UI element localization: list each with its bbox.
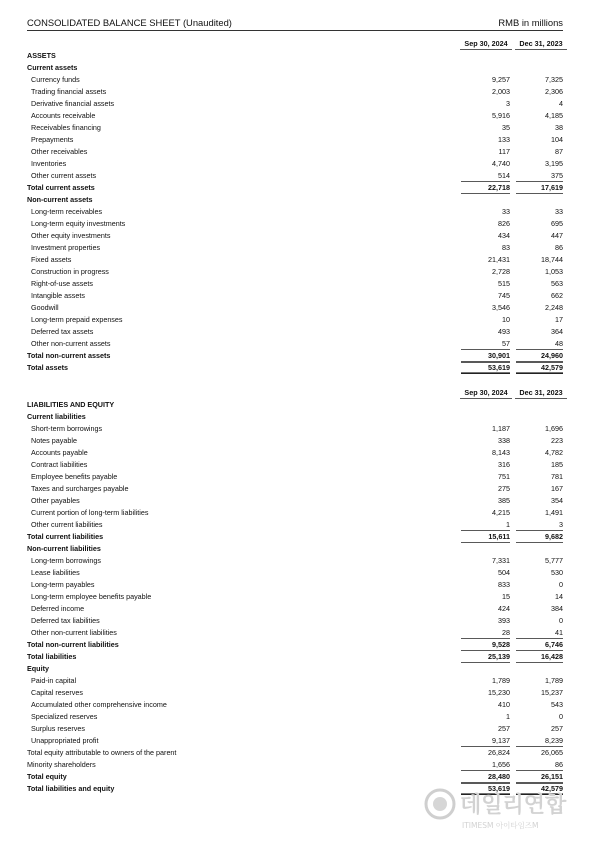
value-sep-2024: 30,901 (461, 350, 510, 362)
line-item-row (27, 158, 566, 170)
watermark-logo (420, 784, 590, 834)
total-row (27, 651, 566, 663)
value-dec-2023: 6,746 (516, 639, 563, 651)
value-dec-2023: 26,065 (541, 748, 563, 757)
row-label: Long-term borrowings (31, 556, 101, 565)
row-label: ASSETS (27, 51, 56, 60)
value-dec-2023: 0 (559, 616, 563, 625)
line-item-row (27, 687, 566, 699)
value-sep-2024: 393 (498, 616, 510, 625)
value-sep-2024: 257 (498, 724, 510, 733)
column-header-sep-2024: Sep 30, 2024 (460, 38, 512, 50)
line-item-row (27, 86, 566, 98)
line-item-row (27, 507, 566, 519)
value-sep-2024: 15,230 (488, 688, 510, 697)
value-dec-2023: 3 (516, 519, 563, 531)
value-sep-2024: 57 (461, 338, 510, 350)
line-item-row (27, 242, 566, 254)
value-sep-2024: 83 (502, 243, 510, 252)
value-dec-2023: 4,782 (545, 448, 563, 457)
value-dec-2023: 185 (551, 460, 563, 469)
value-sep-2024: 833 (498, 580, 510, 589)
value-sep-2024: 28 (461, 627, 510, 639)
row-label: Total assets (27, 363, 69, 372)
row-label: Long-term payables (31, 580, 95, 589)
value-dec-2023: 42,579 (516, 362, 563, 374)
value-dec-2023: 781 (551, 472, 563, 481)
value-sep-2024: 316 (498, 460, 510, 469)
row-label: Specialized reserves (31, 712, 98, 721)
value-sep-2024: 133 (498, 135, 510, 144)
line-item-row (27, 627, 566, 639)
value-dec-2023: 18,744 (541, 255, 563, 264)
line-item-row (27, 567, 566, 579)
value-sep-2024: 4,740 (492, 159, 510, 168)
value-dec-2023: 5,777 (545, 556, 563, 565)
value-sep-2024: 1 (506, 712, 510, 721)
value-sep-2024: 3,546 (492, 303, 510, 312)
value-sep-2024: 15,611 (461, 531, 510, 543)
row-label: Deferred tax liabilities (31, 616, 100, 625)
value-sep-2024: 4,215 (492, 508, 510, 517)
line-item-row (27, 326, 566, 338)
row-label: Right-of-use assets (31, 279, 93, 288)
line-item-row (27, 230, 566, 242)
value-sep-2024: 493 (498, 327, 510, 336)
total-row (27, 182, 566, 194)
row-label: Total current assets (27, 183, 95, 192)
value-dec-2023: 1,789 (545, 676, 563, 685)
value-sep-2024: 515 (498, 279, 510, 288)
row-label: Other non-current assets (31, 339, 111, 348)
line-item-row (27, 735, 566, 747)
row-label: Short-term borrowings (31, 424, 103, 433)
value-dec-2023: 26,151 (516, 771, 563, 783)
line-item-row (27, 278, 566, 290)
value-dec-2023: 17 (555, 315, 563, 324)
value-sep-2024: 424 (498, 604, 510, 613)
subsection-heading (27, 194, 566, 206)
row-label: Fixed assets (31, 255, 72, 264)
line-item-row (27, 170, 566, 182)
value-sep-2024: 25,139 (461, 651, 510, 663)
value-sep-2024: 10 (502, 315, 510, 324)
line-item-row (27, 74, 566, 86)
line-item-row (27, 495, 566, 507)
assets-table (27, 38, 566, 374)
line-item-row (27, 146, 566, 158)
value-sep-2024: 9,137 (461, 735, 510, 747)
value-dec-2023: 9,682 (516, 531, 563, 543)
line-item-row (27, 98, 566, 110)
value-sep-2024: 410 (498, 700, 510, 709)
row-label: Contract liabilities (31, 460, 88, 469)
line-item-row (27, 435, 566, 447)
line-item-row (27, 723, 566, 735)
line-item-row (27, 290, 566, 302)
value-dec-2023: 167 (551, 484, 563, 493)
line-item-row (27, 711, 566, 723)
value-dec-2023: 104 (551, 135, 563, 144)
row-label: Long-term equity investments (31, 219, 126, 228)
value-dec-2023: 38 (555, 123, 563, 132)
row-label: Surplus reserves (31, 724, 85, 733)
value-dec-2023: 364 (551, 327, 563, 336)
row-label: Other current liabilities (31, 520, 103, 529)
value-sep-2024: 9,257 (492, 75, 510, 84)
value-dec-2023: 695 (551, 219, 563, 228)
watermark-dot-icon (433, 797, 447, 811)
row-label: Receivables financing (31, 123, 101, 132)
value-sep-2024: 275 (498, 484, 510, 493)
row-label: Long-term receivables (31, 207, 103, 216)
total-row (27, 362, 566, 374)
line-item-row (27, 591, 566, 603)
line-item-row (27, 675, 566, 687)
line-item-row (27, 338, 566, 350)
liabilities-equity-table (27, 387, 566, 795)
total-row (27, 639, 566, 651)
total-row (27, 531, 566, 543)
row-label: Capital reserves (31, 688, 83, 697)
line-item-row (27, 471, 566, 483)
value-sep-2024: 1,187 (492, 424, 510, 433)
row-label: Total current liabilities (27, 532, 104, 541)
row-label: Other non-current liabilities (31, 628, 117, 637)
value-sep-2024: 1,789 (492, 676, 510, 685)
value-dec-2023: 0 (559, 580, 563, 589)
column-header-dec-2023: Dec 31, 2023 (515, 387, 567, 399)
row-label: Investment properties (31, 243, 101, 252)
row-label: Unappropriated profit (31, 736, 99, 745)
value-dec-2023: 662 (551, 291, 563, 300)
row-label: Long-term employee benefits payable (31, 592, 152, 601)
value-dec-2023: 0 (559, 712, 563, 721)
row-label: Long-term prepaid expenses (31, 315, 123, 324)
value-sep-2024: 2,728 (492, 267, 510, 276)
value-dec-2023: 86 (555, 243, 563, 252)
value-dec-2023: 87 (555, 147, 563, 156)
row-label: Total non-current assets (27, 351, 111, 360)
row-label: Total equity attributable to owners of the parent (27, 748, 177, 757)
line-item-row (27, 483, 566, 495)
value-dec-2023: 223 (551, 436, 563, 445)
subsection-heading (27, 663, 566, 675)
row-label: Other equity investments (31, 231, 111, 240)
value-dec-2023: 33 (555, 207, 563, 216)
page-title: CONSOLIDATED BALANCE SHEET (Unaudited) (27, 17, 232, 28)
line-item-row (27, 459, 566, 471)
section-heading (27, 50, 566, 62)
value-dec-2023: 354 (551, 496, 563, 505)
line-item-row (27, 699, 566, 711)
column-header-sep-2024: Sep 30, 2024 (460, 387, 512, 399)
value-dec-2023: 1,696 (545, 424, 563, 433)
value-dec-2023: 15,237 (541, 688, 563, 697)
column-header-row (27, 387, 566, 399)
value-dec-2023: 24,960 (516, 350, 563, 362)
row-label: Accumulated other comprehensive income (31, 700, 167, 709)
watermark-brand: 데일리연합 (460, 793, 567, 818)
value-dec-2023: 14 (555, 592, 563, 601)
row-label: Taxes and surcharges payable (31, 484, 129, 493)
row-label: Accounts payable (31, 448, 88, 457)
value-dec-2023: 16,428 (516, 651, 563, 663)
value-sep-2024: 434 (498, 231, 510, 240)
value-dec-2023: 86 (516, 759, 563, 771)
row-label: LIABILITIES AND EQUITY (27, 400, 115, 409)
value-sep-2024: 2,003 (492, 87, 510, 96)
value-sep-2024: 22,718 (461, 182, 510, 194)
value-dec-2023: 42,579 (516, 783, 563, 795)
value-sep-2024: 26,824 (488, 748, 510, 757)
line-item-row (27, 447, 566, 459)
row-label: Employee benefits payable (31, 472, 118, 481)
row-label: Paid-in capital (31, 676, 77, 685)
line-item-row (27, 302, 566, 314)
row-label: Deferred tax assets (31, 327, 94, 336)
value-sep-2024: 5,916 (492, 111, 510, 120)
row-label: Lease liabilities (31, 568, 80, 577)
row-label: Total non-current liabilities (27, 640, 119, 649)
value-dec-2023: 41 (516, 627, 563, 639)
line-item-row (27, 218, 566, 230)
subsection-heading (27, 411, 566, 423)
value-dec-2023: 2,248 (545, 303, 563, 312)
line-item-row (27, 603, 566, 615)
value-dec-2023: 17,619 (516, 182, 563, 194)
value-dec-2023: 48 (516, 338, 563, 350)
value-sep-2024: 751 (498, 472, 510, 481)
value-sep-2024: 21,431 (488, 255, 510, 264)
value-sep-2024: 35 (502, 123, 510, 132)
row-label: Non-current liabilities (27, 544, 101, 553)
row-label: Current portion of long-term liabilities (31, 508, 149, 517)
row-label: Other payables (31, 496, 80, 505)
line-item-row (27, 122, 566, 134)
row-label: Current liabilities (27, 412, 86, 421)
value-dec-2023: 375 (516, 170, 563, 182)
row-label: Notes payable (31, 436, 77, 445)
line-item-row (27, 747, 566, 759)
line-item-row (27, 555, 566, 567)
total-row (27, 350, 566, 362)
row-label: Equity (27, 664, 49, 673)
line-item-row (27, 134, 566, 146)
liabilities-rows (27, 399, 566, 795)
value-dec-2023: 3,195 (545, 159, 563, 168)
column-header-dec-2023: Dec 31, 2023 (515, 38, 567, 50)
value-sep-2024: 514 (461, 170, 510, 182)
section-heading (27, 399, 566, 411)
assets-rows (27, 50, 566, 374)
value-dec-2023: 563 (551, 279, 563, 288)
row-label: Total equity (27, 772, 67, 781)
row-label: Accounts receivable (31, 111, 96, 120)
row-label: Trading financial assets (31, 87, 107, 96)
row-label: Other receivables (31, 147, 88, 156)
row-label: Goodwill (31, 303, 59, 312)
row-label: Currency funds (31, 75, 80, 84)
value-sep-2024: 7,331 (492, 556, 510, 565)
value-sep-2024: 3 (506, 99, 510, 108)
row-label: Inventories (31, 159, 67, 168)
row-label: Minority shareholders (27, 760, 96, 769)
line-item-row (27, 759, 566, 771)
value-dec-2023: 530 (551, 568, 563, 577)
row-label: Intangible assets (31, 291, 85, 300)
row-label: Construction in progress (31, 267, 109, 276)
value-sep-2024: 28,480 (461, 771, 510, 783)
value-sep-2024: 53,619 (461, 783, 510, 795)
watermark-subtitle: ITIMESM 아이타임즈M (462, 821, 539, 830)
value-dec-2023: 384 (551, 604, 563, 613)
value-sep-2024: 1,656 (461, 759, 510, 771)
line-item-row (27, 579, 566, 591)
value-dec-2023: 7,325 (545, 75, 563, 84)
value-dec-2023: 257 (551, 724, 563, 733)
value-dec-2023: 543 (551, 700, 563, 709)
value-dec-2023: 1,053 (545, 267, 563, 276)
row-label: Non-current assets (27, 195, 93, 204)
value-sep-2024: 826 (498, 219, 510, 228)
page-header (27, 12, 563, 31)
value-sep-2024: 745 (498, 291, 510, 300)
value-sep-2024: 117 (498, 147, 510, 156)
currency-unit: RMB in millions (498, 17, 563, 28)
line-item-row (27, 519, 566, 531)
value-sep-2024: 8,143 (492, 448, 510, 457)
value-sep-2024: 504 (498, 568, 510, 577)
row-label: Current assets (27, 63, 78, 72)
subsection-heading (27, 62, 566, 74)
value-sep-2024: 33 (502, 207, 510, 216)
value-sep-2024: 9,528 (461, 639, 510, 651)
row-label: Total liabilities and equity (27, 784, 115, 793)
value-dec-2023: 4 (559, 99, 563, 108)
value-sep-2024: 385 (498, 496, 510, 505)
line-item-row (27, 615, 566, 627)
value-dec-2023: 4,185 (545, 111, 563, 120)
value-dec-2023: 2,306 (545, 87, 563, 96)
column-header-row (27, 38, 566, 50)
row-label: Deferred income (31, 604, 85, 613)
row-label: Prepayments (31, 135, 74, 144)
value-dec-2023: 447 (551, 231, 563, 240)
value-sep-2024: 53,619 (461, 362, 510, 374)
subsection-heading (27, 543, 566, 555)
row-label: Derivative financial assets (31, 99, 115, 108)
line-item-row (27, 206, 566, 218)
line-item-row (27, 314, 566, 326)
row-label: Total liabilities (27, 652, 77, 661)
value-dec-2023: 8,239 (516, 735, 563, 747)
value-sep-2024: 15 (502, 592, 510, 601)
row-label: Other current assets (31, 171, 97, 180)
line-item-row (27, 110, 566, 122)
line-item-row (27, 266, 566, 278)
value-sep-2024: 338 (498, 436, 510, 445)
total-row (27, 771, 566, 783)
value-sep-2024: 1 (461, 519, 510, 531)
line-item-row (27, 423, 566, 435)
value-dec-2023: 1,491 (545, 508, 563, 517)
line-item-row (27, 254, 566, 266)
